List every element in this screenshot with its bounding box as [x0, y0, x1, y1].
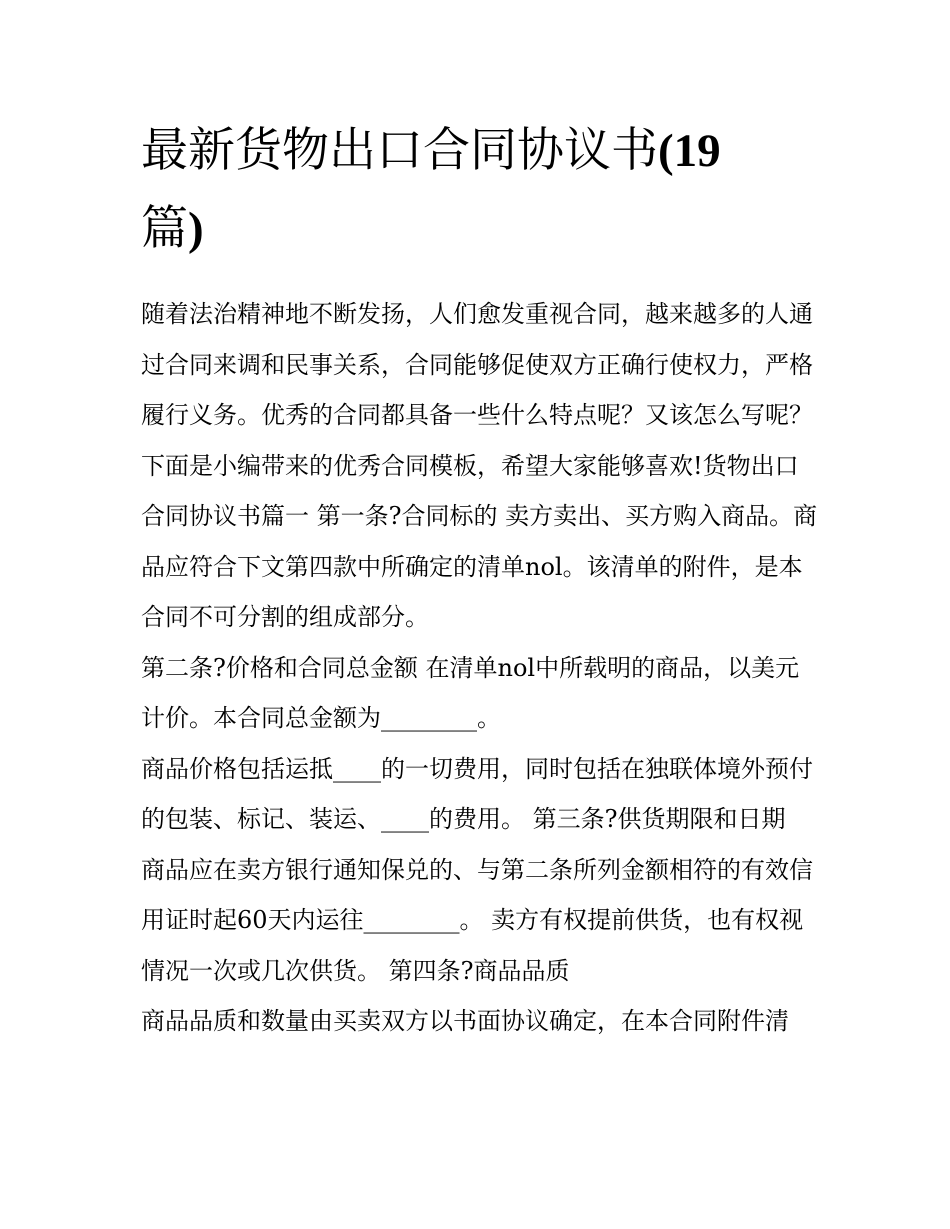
paragraph-price: 商品价格包括运抵____的一切费用，同时包括在独联体境外预付的包装、标记、装运、____的费用。 第三条?供货期限和日期 — [141, 754, 813, 833]
document-content — [141, 112, 821, 1047]
title-count-close: ) — [188, 203, 204, 255]
paragraph-delivery: 商品应在卖方银行通知保兑的、与第二条所列金额相符的有效信用证时起60天内运往________。 卖方有权提前供货，也有权视情况一次或几次供货。 第四条?商品品质 — [141, 855, 813, 985]
paragraph-intro: 随着法治精神地不断发扬，人们愈发重视合同，越来越多的人通过合同来调和民事关系，合同能够促使双方正确行使权力，严格履行义务。优秀的合同都具备一些什么特点呢？又该怎么写呢？下面是小编带来的优秀合同模板，希望大家能够喜欢!货物出口合同协议书篇一 第一条?合同标的 卖方卖出、买方购入商品。商品应符合下文第四款中所确定的清单nol。该清单的附件，是本合同不可分割的组成部分。 — [141, 300, 818, 631]
document-title — [141, 112, 821, 268]
title-count-open: (19 — [658, 125, 721, 177]
paragraph-quality: 商品品质和数量由买卖双方以书面协议确定，在本合同附件清 — [141, 1007, 789, 1035]
title-text-line1: 最新货物出口合同协议书 — [141, 123, 658, 178]
title-text-line2: 篇 — [141, 201, 188, 256]
paragraph-article-2: 第二条?价格和合同总金额 在清单nol中所载明的商品，以美元计价。本合同总金额为________。 — [141, 653, 800, 732]
document-body — [141, 289, 821, 1047]
